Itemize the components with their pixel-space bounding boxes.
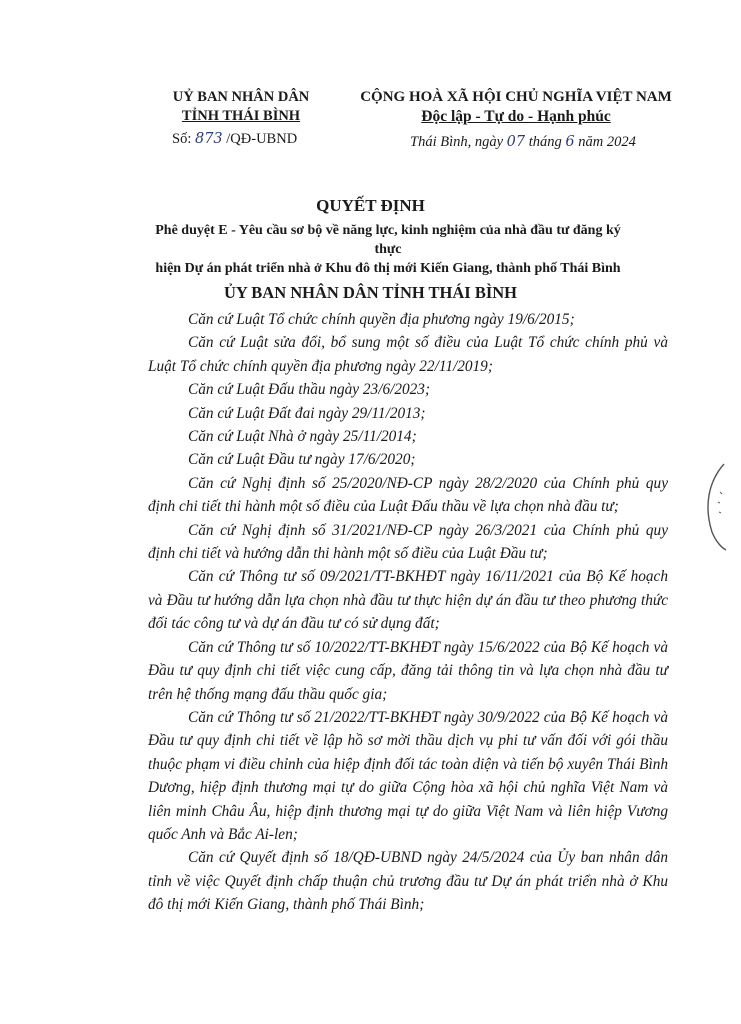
issuing-authority-line2: TỈNH THÁI BÌNH [181,108,301,124]
issuing-authority-block [140,88,342,126]
issue-date-month-label: tháng [528,134,562,150]
issue-date [410,134,636,151]
legal-basis-item: Căn cứ Nghị định số 25/2020/NĐ-CP ngày 28/2/2020 của Chính phủ quy định chi tiết thi hành một số điều của Luật Đấu thầu về lựa chọn nhà đầu tư; [148,474,668,516]
legal-basis-item: Căn cứ Luật Đất đai ngày 29/11/2013; [188,404,426,422]
legal-basis-item: Căn cứ Luật sửa đổi, bổ sung một số điều của Luật Tổ chức chính phủ và Luật Tổ chức chính quyền địa phương ngày 22/11/2019; [148,334,668,375]
legal-basis-item: Căn cứ Luật Tổ chức chính quyền địa phương ngày 19/6/2015; [188,311,575,328]
national-heading-block [352,88,680,127]
legal-basis-item: Căn cứ Luật Đấu thầu ngày 23/6/2023; [188,381,431,399]
legal-basis-item: Căn cứ Thông tư số 21/2022/TT-BKHĐT ngày 30/9/2022 của Bộ Kế hoạch và Đầu tư quy định chi tiết về lập hồ sơ mời thầu dịch vụ phi tư vấn đối với gói thầu thuộc phạm vi điều chỉnh của hiệp định đối tác toàn diện và tiến bộ xuyên Thái Bình Dương, hiệp định thương mại tự do giữa Cộng hòa xã hội chủ nghĩa Việt Nam và liên minh Châu Âu, hiệp định thương mại tự do giữa Việt Nam và liên hiệp Vương quốc Anh và Bắc Ai-len; [148,708,668,843]
subtitle-line2: hiện Dự án phát triển nhà ở Khu đô thị mới Kiến Giang, thành phố Thái Bình [155,261,621,276]
legal-basis-item: Căn cứ Thông tư số 09/2021/TT-BKHĐT ngày 16/11/2021 của Bộ Kế hoạch và Đầu tư hướng dẫn lựa chọn nhà đầu tư thực hiện dự án đầu tư theo phương thức đối tác công tư và dự án đầu tư có sử dụng đất; [148,568,668,633]
issue-date-month: 6 [565,134,575,150]
legal-basis-item: Căn cứ Luật Nhà ở ngày 25/11/2014; [188,428,417,446]
issue-date-place: Thái Bình, ngày [410,134,504,150]
edge-seal-mark [690,462,730,552]
document-number-prefix: Số: [172,131,192,147]
document-subtitle [148,221,628,278]
legal-basis-item: Căn cứ Luật Đầu tư ngày 17/6/2020; [188,451,416,469]
legal-basis-item: Căn cứ Thông tư số 10/2022/TT-BKHĐT ngày 15/6/2022 của Bộ Kế hoạch và Đầu tư quy định chi tiết việc cung cấp, đăng tải thông tin và lựa chọn nhà đầu tư trên hệ thống mạng đấu thầu quốc gia; [148,638,668,703]
issue-date-year: năm 2024 [578,134,636,150]
legal-basis-item: Căn cứ Quyết định số 18/QĐ-UBND ngày 24/5/2024 của Ủy ban nhân dân tỉnh về việc Quyết định chấp thuận chủ trương đầu tư Dự án phát triển nhà ở Khu đô thị mới Kiến Giang, thành phố Thái Bình; [148,849,668,914]
national-motto: Độc lập - Tự do - Hạnh phúc [421,108,611,125]
document-number [172,131,297,148]
deciding-authority: ỦY BAN NHÂN DÂN TỈNH THÁI BÌNH [223,283,518,302]
legal-basis-item: Căn cứ Nghị định số 31/2021/NĐ-CP ngày 26/3/2021 của Chính phủ quy định chi tiết và hướng dẫn thi hành một số điều của Luật Đầu tư; [148,521,668,563]
issuing-authority-line1: UỶ BAN NHÂN DÂN [172,89,310,105]
subtitle-line1: Phê duyệt E - Yêu cầu sơ bộ về năng lực, kinh nghiệm của nhà đầu tư đăng ký thực [155,223,621,257]
issue-date-day: 07 [506,134,526,150]
national-name: CỘNG HOÀ XÃ HỘI CHỦ NGHĨA VIỆT NAM [360,89,672,105]
legal-basis-list [148,308,668,917]
document-number-handwritten: 873 [194,131,223,147]
document-title: QUYẾT ĐỊNH [316,196,425,215]
document-number-suffix: /QĐ-UBND [226,131,298,147]
